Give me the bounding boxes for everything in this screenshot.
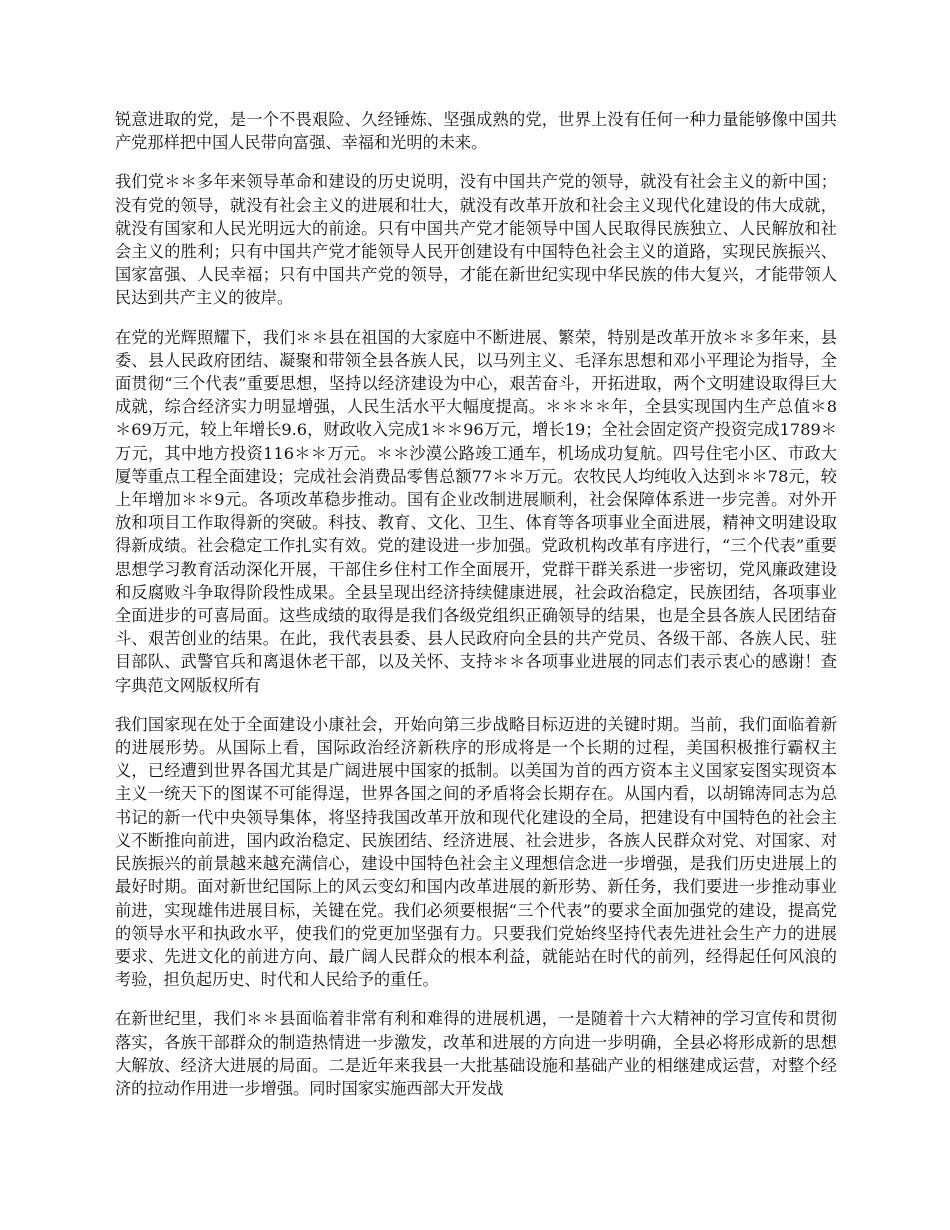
paragraph-1: 锐意进取的党，是一个不畏艰险、久经锤炼、坚强成熟的党，世界上没有任何一种力量能够像中国共产党那样把中国人民带向富强、幸福和光明的未来。 <box>115 110 837 153</box>
document-body <box>115 108 837 1116</box>
paragraph-5: 在新世纪里，我们＊＊县面临着非常有利和难得的进展机遇，一是随着十六大精神的学习宣传和贯彻落实，各族干部群众的制造热情进一步激发，改革和进展的方向进一步明确，全县必将形成新的思想大解放、经济大进展的局面。二是近年来我县一大批基础设施和基础产业的相继建成运营，对整个经济的拉动作用进一步增强。同时国家实施西部大开发战 <box>115 1009 837 1098</box>
paragraph-3: 在党的光辉照耀下，我们＊＊县在祖国的大家庭中不断进展、繁荣，特别是改革开放＊＊多年来，县委、县人民政府团结、凝聚和带领全县各族人民，以马列主义、毛泽东思想和邓小平理论为指导，全面贯彻“三个代表”重要思想，坚持以经济建设为中心，艰苦奋斗，开拓进取，两个文明建设取得巨大成就，综合经济实力明显增强，人民生活水平大幅度提高。＊＊＊＊年，全县实现国内生产总值＊8＊69万元，较上年增长9.6，财政收入完成1＊＊96万元，增长19；全社会固定资产投资完成1789＊万元，其中地方投资116＊＊万元。＊＊沙漠公路竣工通车，机场成功复航。四号住宅小区、市政大厦等重点工程全面建设；完成社会消费品零售总额77＊＊万元。农牧民人均纯收入达到＊＊78元，较上年增加＊＊9元。各项改革稳步推动。国有企业改制进展顺利，社会保障体系进一步完善。对外开放和项目工作取得新的突破。科技、教育、文化、卫生、体育等各项事业全面进展，精神文明建设取得新成绩。社会稳定工作扎实有效。党的建设进一步加强。党政机构改革有序进行，“三个代表”重要思想学习教育活动深化开展，干部住乡住村工作全面展开，党群干群关系进一步密切，党风廉政建设和反腐败斗争取得阶段性成果。全县呈现出经济持续健康进展，社会政治稳定，民族团结，各项事业全面进步的可喜局面。这些成绩的取得是我们各级党组织正确领导的结果，也是全县各族人民团结奋斗、艰苦创业的结果。在此，我代表县委、县人民政府向全县的共产党员、各级干部、各族人民、驻目部队、武警官兵和离退休老干部，以及关怀、支持＊＊各项事业进展的同志们表示衷心的感谢！查字典范文网版权所有 <box>115 327 837 695</box>
paragraph-4: 我们国家现在处于全面建设小康社会，开始向第三步战略目标迈进的关键时期。当前，我们面临着新的进展形势。从国际上看，国际政治经济新秩序的形成将是一个长期的过程，美国积极推行霸权主义，已经遭到世界各国尤其是广阔进展中国家的抵制。以美国为首的西方资本主义国家妄图实现资本主义一统天下的图谋不可能得逞，世界各国之间的矛盾将会长期存在。从国内看，以胡锦涛同志为总书记的新一代中央领导集体，将坚持我国改革开放和现代化建设的全局，把建设有中国特色的社会主义不断推向前进，国内政治稳定、民族团结、经济进展、社会进步，各族人民群众对党、对国家、对民族振兴的前景越来越充满信心，建设中国特色社会主义理想信念进一步增强，是我们历史进展上的最好时期。面对新世纪国际上的风云变幻和国内改革进展的新形势、新任务，我们要进一步推动事业前进，实现雄伟进展目标，关键在党。我们必须要根据“三个代表”的要求全面加强党的建设，提高党的领导水平和执政水平，使我们的党更加坚强有力。只要我们党始终坚持代表先进社会生产力的进展要求、先进文化的前进方向、最广阔人民群众的根本利益，就能站在时代的前列，经得起任何风浪的考验，担负起历史、时代和人民给予的重任。 <box>115 714 837 990</box>
paragraph-2: 我们党＊＊多年来领导革命和建设的历史说明，没有中国共产党的领导，就没有社会主义的新中国；没有党的领导，就没有社会主义的进展和壮大，就没有改革开放和社会主义现代化建设的伟大成就，就没有国家和人民光明远大的前途。只有中国共产党才能领导中国人民取得民族独立、人民解放和社会主义的胜利；只有中国共产党才能领导人民开创建设有中国特色社会主义的道路，实现民族振兴、国家富强、人民幸福；只有中国共产党的领导，才能在新世纪实现中华民族的伟大复兴，才能带领人民达到共产主义的彼岸。 <box>115 172 837 308</box>
